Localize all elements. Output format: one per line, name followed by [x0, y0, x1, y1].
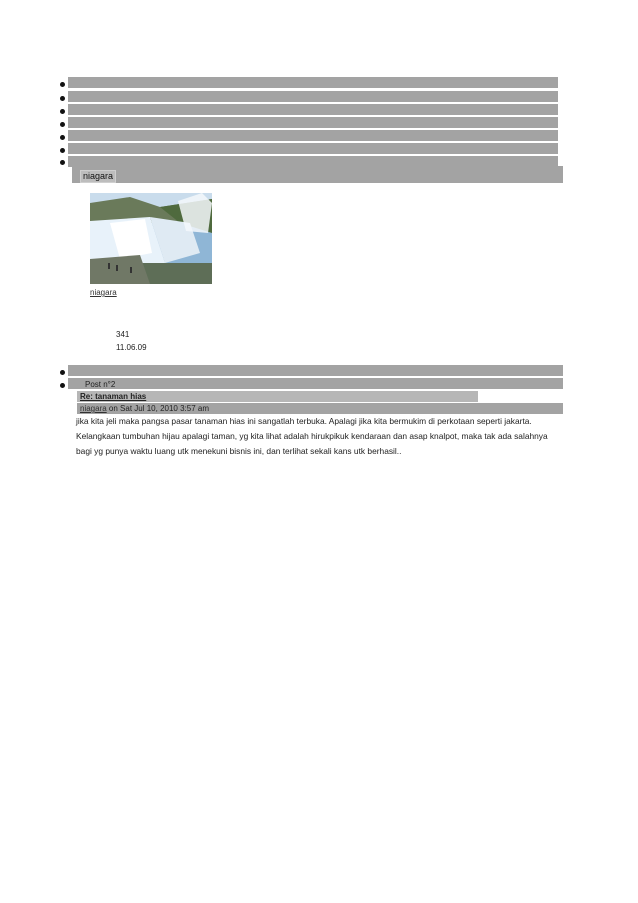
avatar — [90, 193, 212, 284]
post-row — [68, 378, 563, 389]
nav-row[interactable] — [68, 130, 558, 141]
post-meta — [80, 403, 209, 414]
post-author-link[interactable]: niagara — [80, 404, 107, 413]
avatar-caption-link[interactable]: niagara — [90, 288, 117, 297]
join-date: 11.06.09 — [116, 343, 147, 352]
post-bullet — [60, 383, 65, 388]
nav-bullet — [60, 96, 65, 101]
post-title[interactable]: Re: tanaman hias — [80, 392, 147, 401]
author-header — [72, 166, 563, 183]
nav-bullet — [60, 122, 65, 127]
nav-bullet — [60, 135, 65, 140]
author-name[interactable]: niagara — [80, 170, 116, 183]
post-body: jika kita jeli maka pangsa pasar tanaman hias ini sangatlah terbuka. Apalagi jika kita bermukim di perkotaan seperti jakarta. Kelangkaan tumbuhan hijau apalagi taman, yg kita lihat adalah hirukpikuk kendaraan dan asap knalpot, maka tak ada salahnya bagi yg punya waktu luang utk menekuni bisnis ini, dan terlihat sekali kans utk berhasil.. — [76, 416, 548, 456]
post-count: 341 — [116, 330, 130, 339]
nav-row[interactable] — [68, 77, 558, 88]
nav-bullet — [60, 160, 65, 165]
post-bullet — [60, 370, 65, 375]
nav-row[interactable] — [68, 104, 558, 115]
post-row — [68, 365, 563, 376]
nav-bullet — [60, 148, 65, 153]
niagara-avatar-image — [90, 193, 212, 284]
nav-bullet — [60, 109, 65, 114]
post-number: Post n°2 — [85, 380, 116, 389]
nav-row[interactable] — [68, 91, 558, 102]
nav-row[interactable] — [68, 117, 558, 128]
nav-bullet — [60, 82, 65, 87]
nav-row[interactable] — [68, 143, 558, 154]
post-date: on Sat Jul 10, 2010 3:57 am — [108, 404, 209, 413]
